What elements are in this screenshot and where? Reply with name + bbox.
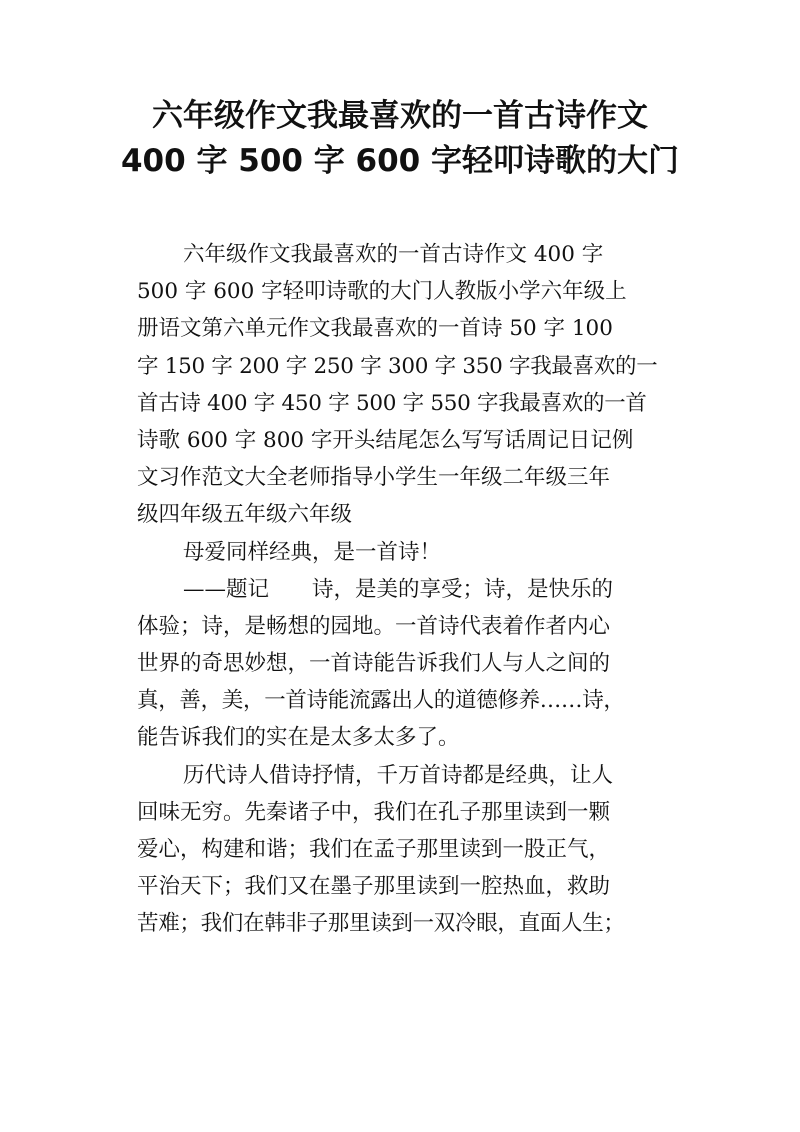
body-line: 首古诗 400 字 450 字 500 字 550 字我最喜欢的一首 bbox=[137, 390, 647, 416]
body-line: 级四年级五年级六年级 bbox=[137, 502, 353, 528]
body-line: 平治天下；我们又在墨子那里读到一腔热血，救助 bbox=[137, 874, 611, 900]
body-line: 回味无穷。先秦诸子中，我们在孔子那里读到一颗 bbox=[137, 799, 611, 825]
body-line: 真，善，美，一首诗能流露出人的道德修养……诗， bbox=[137, 688, 625, 714]
body-line: 六年级作文我最喜欢的一首古诗作文 400 字 bbox=[183, 242, 604, 267]
body-line: 文习作范文大全老师指导小学生一年级二年级三年 bbox=[137, 465, 611, 491]
body-line: 爱心，构建和谐；我们在孟子那里读到一股正气， bbox=[137, 837, 611, 862]
body-line: 500 字 600 字轻叩诗歌的大门人教版小学六年级上 bbox=[137, 279, 627, 305]
body-line: 字 150 字 200 字 250 字 300 字 350 字我最喜欢的一 bbox=[137, 353, 658, 379]
body-line: 世界的奇思妙想，一首诗能告诉我们人与人之间的 bbox=[137, 651, 611, 677]
body-line: 历代诗人借诗抒情，千万首诗都是经典，让人 bbox=[183, 762, 614, 788]
body-line: ——题记 诗，是美的享受；诗，是快乐的 bbox=[183, 576, 614, 602]
body-line: 诗歌 600 字 800 字开头结尾怎么写写话周记日记例 bbox=[137, 427, 634, 453]
body-line: 苦难；我们在韩非子那里读到一双冷眼，直面人生； bbox=[137, 911, 625, 937]
document-title bbox=[100, 94, 700, 184]
body-line: 能告诉我们的实在是太多太多了。 bbox=[137, 725, 460, 751]
body-line: 体验；诗，是畅想的园地。一首诗代表着作者内心 bbox=[137, 613, 611, 639]
body-line: 母爱同样经典，是一首诗！ bbox=[183, 539, 442, 565]
body-line: 册语文第六单元作文我最喜欢的一首诗 50 字 100 bbox=[137, 316, 613, 342]
title-line-2: 400 字 500 字 600 字轻叩诗歌的大门 bbox=[120, 143, 680, 179]
document-body bbox=[137, 236, 672, 943]
title-line-1: 六年级作文我最喜欢的一首古诗作文 bbox=[152, 98, 648, 134]
